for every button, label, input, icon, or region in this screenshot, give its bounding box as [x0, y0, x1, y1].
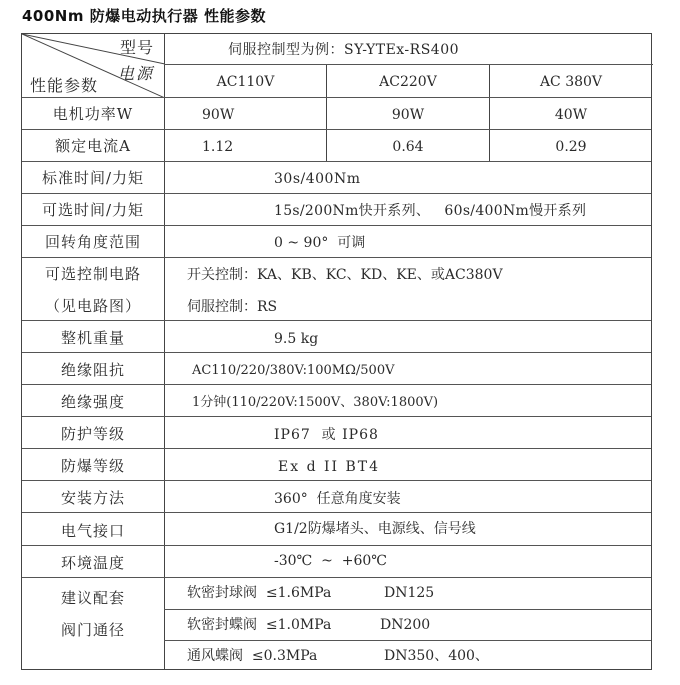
corner-model-label: 型号 [120, 38, 155, 57]
valve-size-1: DN125 [384, 585, 435, 601]
page-title: 400Nm 防爆电动执行器 性能参数 [22, 7, 266, 25]
std-time-label: 标准时间/力矩 [41, 169, 145, 187]
control-circuit-label-1: 可选控制电路 [44, 265, 141, 283]
ambient-temp-label: 环境温度 [60, 554, 125, 572]
motor-power-110: 90W [202, 107, 235, 123]
row-divider [164, 640, 651, 641]
control-switch-value: 开关控制：KA、KB、KC、KD、KE、或AC380V [187, 267, 503, 283]
row-divider [22, 161, 651, 162]
protection-class-value: IP67 或 IP68 [274, 427, 379, 443]
valve-size-3: DN350、400、 [384, 648, 489, 664]
row-divider [22, 129, 651, 130]
corner-power-label: 电源 [118, 64, 155, 83]
motor-power-380: 40W [554, 107, 588, 123]
electrical-interface-label: 电气接口 [60, 522, 125, 540]
row-divider [22, 320, 651, 321]
row-divider [22, 545, 651, 546]
control-circuit-label-2: （见电路图） [44, 297, 141, 315]
electrical-interface-value: G1/2防爆堵头、电源线、信号线 [274, 521, 476, 537]
insulation-strength-label: 绝缘强度 [60, 393, 125, 411]
opt-time-value: 15s/200Nm快开系列、 60s/400Nm慢开系列 [274, 203, 587, 219]
corner-params-label: 性能参数 [30, 76, 99, 95]
row-divider [22, 97, 651, 98]
row-divider [22, 480, 651, 481]
std-time-value: 30s/400Nm [274, 171, 361, 187]
valve-type-1: 软密封球阀 ≤1.6MPa [187, 585, 332, 601]
rated-current-220: 0.64 [392, 139, 424, 155]
valve-size-2: DN200 [380, 617, 431, 633]
explosion-class-label: 防爆等级 [60, 457, 125, 475]
insulation-resistance-value: AC110/220/380V:100MΩ/500V [192, 363, 395, 378]
row-divider [164, 609, 651, 610]
control-servo-value: 伺服控制：RS [187, 299, 278, 315]
row-divider [22, 577, 651, 578]
install-method-value: 360° 任意角度安装 [274, 491, 401, 507]
valve-caliber-label-2: 阀门通径 [60, 621, 125, 639]
rated-current-label: 额定电流A [55, 137, 131, 155]
ambient-temp-value: -30℃ ~ +60℃ [274, 553, 387, 569]
rated-current-380: 0.29 [555, 139, 587, 155]
weight-value: 9.5 kg [274, 331, 319, 347]
rotation-range-value: 0 ~ 90° 可调 [274, 235, 366, 251]
opt-time-label: 可选时间/力矩 [41, 201, 145, 219]
model-example: 伺服控制型为例：SY-YTEx-RS400 [228, 42, 460, 58]
insulation-resistance-label: 绝缘阻抗 [60, 361, 125, 379]
insulation-strength-value: 1分钟(110/220V:1500V、380V:1800V) [192, 395, 439, 410]
row-divider [22, 416, 651, 417]
motor-power-label: 电机功率W [52, 105, 134, 123]
row-divider [22, 225, 651, 226]
protection-class-label: 防护等级 [60, 425, 125, 443]
row-divider [22, 257, 651, 258]
voltage-ac220: AC220V [379, 74, 437, 90]
rated-current-110: 1.12 [202, 139, 234, 155]
row-divider [22, 512, 651, 513]
explosion-class-value: Ex d II BT4 [278, 459, 381, 475]
motor-power-220: 90W [391, 107, 425, 123]
row-divider [22, 352, 651, 353]
voltage-ac110: AC110V [216, 74, 275, 90]
install-method-label: 安装方法 [60, 489, 125, 507]
valve-type-3: 通风蝶阀 ≤0.3MPa [187, 648, 318, 664]
voltage-ac380: AC 380V [539, 74, 603, 90]
weight-label: 整机重量 [60, 329, 125, 347]
row-divider [164, 64, 653, 65]
rotation-range-label: 回转角度范围 [44, 233, 141, 251]
valve-type-2: 软密封蝶阀 ≤1.0MPa [187, 617, 332, 633]
row-divider [22, 384, 651, 385]
valve-caliber-label-1: 建议配套 [60, 589, 125, 607]
row-divider [22, 448, 651, 449]
row-divider [22, 193, 651, 194]
spec-table [21, 33, 652, 670]
